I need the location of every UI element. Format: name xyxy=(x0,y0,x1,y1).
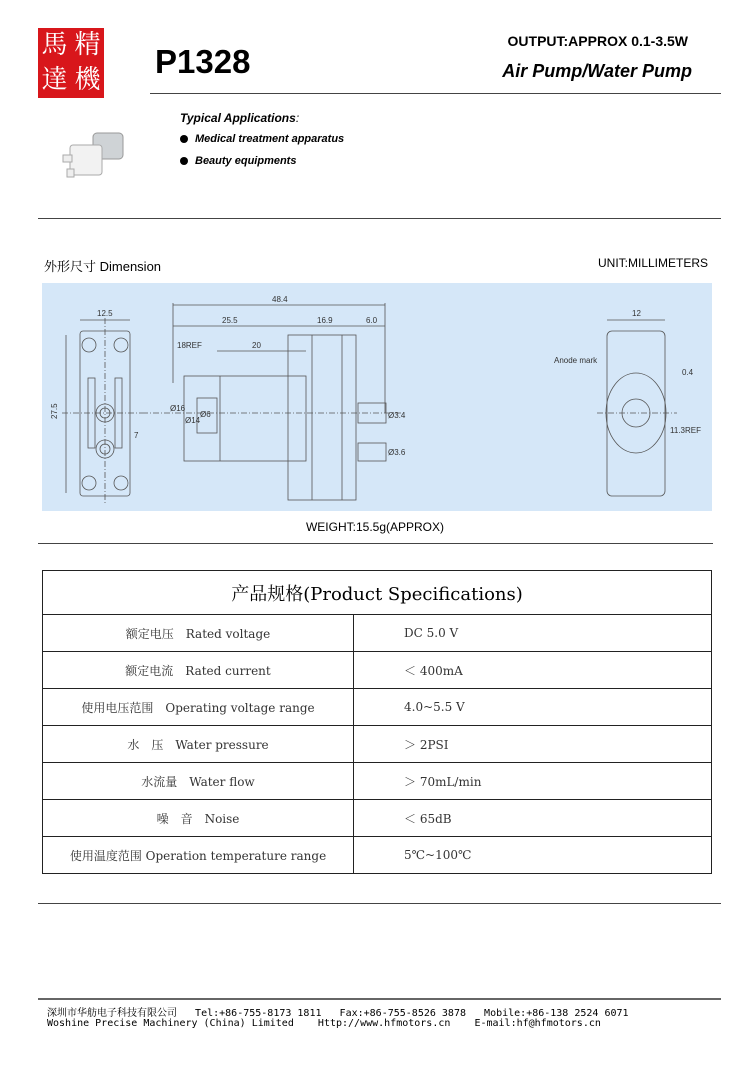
dim-label: Ø6 xyxy=(200,410,211,419)
dim-label: 12 xyxy=(632,309,641,318)
logo-char: 達 xyxy=(41,65,68,95)
table-row: 使用电压范围 Operating voltage range 4.0~5.5 V xyxy=(43,689,712,726)
dim-label: Ø3.4 xyxy=(388,411,406,420)
product-photo xyxy=(55,125,135,190)
footer-contact: 深圳市华舫电子科技有限公司 Tel:+86-755-8173 1811 Fax:+86-755-8526 3878 Mobile:+86-138 2524 6071 xyxy=(47,1008,629,1019)
unit-label: UNIT:MILLIMETERS xyxy=(597,256,708,270)
dim-label: 48.4 xyxy=(272,295,288,304)
dim-label: 20 xyxy=(252,341,261,350)
divider xyxy=(150,93,721,94)
logo-char: 機 xyxy=(74,65,101,95)
dim-label: 12.5 xyxy=(97,309,113,318)
weight-label: WEIGHT:15.5g(APPROX) xyxy=(305,520,445,534)
table-row: 额定电压 Rated voltage DC 5.0 V xyxy=(43,615,712,652)
divider xyxy=(38,903,721,904)
dim-label: 7 xyxy=(134,431,139,440)
table-row: 使用温度范围 Operation temperature range 5℃~100℃ xyxy=(43,837,712,874)
dim-label: 18REF xyxy=(177,341,202,350)
application-item: Beauty equipments xyxy=(180,155,296,167)
table-row: 噪 音 Noise ＜ 65dB xyxy=(43,800,712,837)
dim-label: Anode mark xyxy=(554,356,598,365)
model-number: P1328 xyxy=(155,43,251,80)
bullet-icon xyxy=(180,135,188,143)
divider xyxy=(38,218,721,219)
logo-char: 馬 xyxy=(41,30,68,60)
product-type: Air Pump/Water Pump xyxy=(502,61,692,81)
end-view xyxy=(607,331,665,496)
side-view-pump xyxy=(288,335,356,500)
table-row: 水 压 Water pressure ＞ 2PSI xyxy=(43,726,712,763)
table-row: 水流量 Water flow ＞ 70mL/min xyxy=(43,763,712,800)
dim-label: Ø3.6 xyxy=(388,448,406,457)
dim-label: 27.5 xyxy=(50,403,59,419)
spec-table xyxy=(42,570,712,874)
dim-label: Ø14 xyxy=(185,416,201,425)
table-row: 额定电流 Rated current ＜ 400mA xyxy=(43,652,712,689)
company-logo xyxy=(38,28,104,98)
footer-divider xyxy=(38,998,721,1000)
dim-label: Ø16 xyxy=(170,404,186,413)
footer-company: Woshine Precise Machinery (China) Limited Http://www.hfmotors.cn E-mail:hf@hfmotors.cn xyxy=(47,1018,601,1029)
dim-label: 11.3REF xyxy=(670,426,701,435)
divider xyxy=(38,543,713,544)
spec-title: 产品规格(Product Specifications) xyxy=(43,571,712,615)
bullet-icon xyxy=(180,157,188,165)
dim-label: 16.9 xyxy=(317,316,333,325)
dim-label: 25.5 xyxy=(222,316,238,325)
dim-label: 0.4 xyxy=(682,368,694,377)
dimension-title: 外形尺寸 Dimension xyxy=(44,259,162,274)
logo-char: 精 xyxy=(74,30,101,60)
application-item: Medical treatment apparatus xyxy=(180,133,344,145)
output-power: OUTPUT:APPROX 0.1-3.5W xyxy=(507,33,688,49)
dim-label: 6.0 xyxy=(366,316,378,325)
applications-title: Typical Applications: xyxy=(180,111,300,125)
dimension-drawing xyxy=(42,283,712,511)
